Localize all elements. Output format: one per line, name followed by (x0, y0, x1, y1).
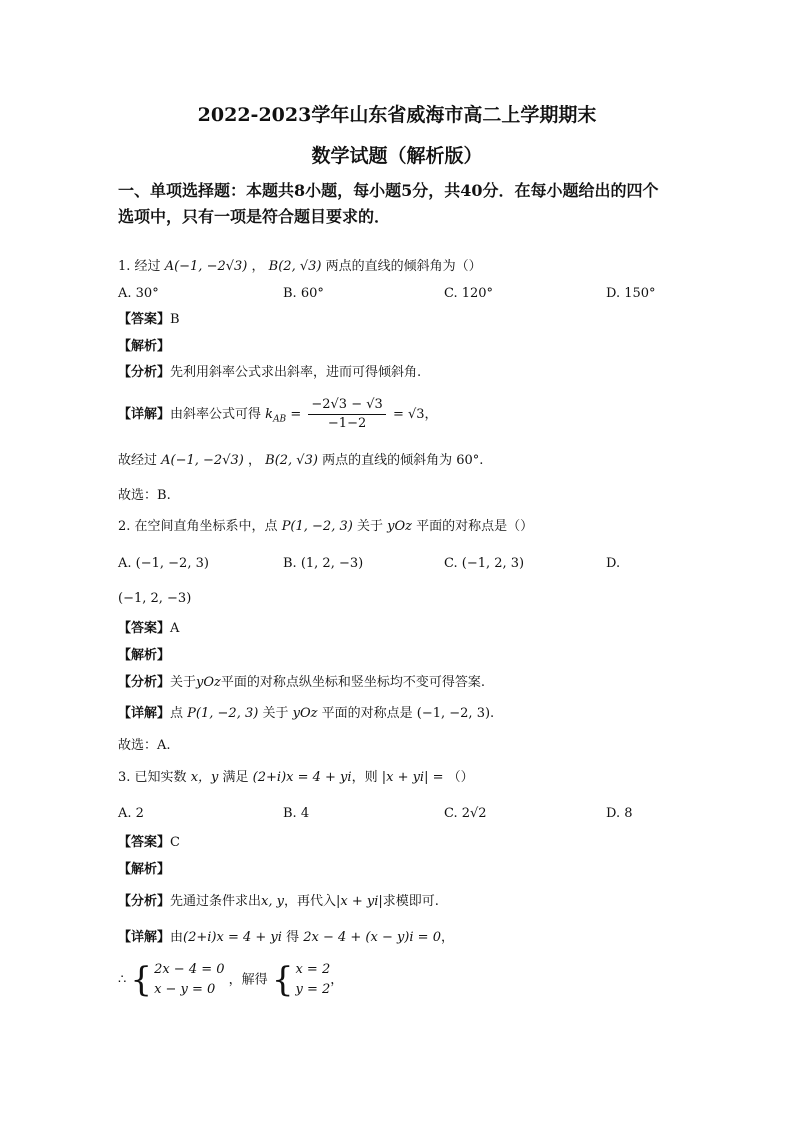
q3-vars: x，y (190, 770, 219, 785)
q1-conclusion-b: B(2, √3) (265, 453, 318, 468)
answer-label: 【答案】 (118, 621, 171, 636)
q2-option-a: A. (−1, −2, 3) (118, 556, 209, 571)
q1-answer-value: B (170, 312, 180, 327)
fenxi-label: 【分析】 (118, 894, 171, 909)
q3-equation: (2+i)x = 4 + yi (252, 770, 352, 785)
q3-fenxi-post: 求模即可. (382, 894, 439, 909)
q2-detail-point: P(1, −2, 3) (187, 706, 259, 721)
q1-k-sub: AB (273, 414, 287, 425)
q3-system-1 (154, 960, 224, 1000)
q2-detail-plane: yOz (292, 706, 318, 721)
q2-option-d-value: (−1, 2, −3) (118, 591, 192, 606)
q3-option-c: C. 2√2 (444, 806, 487, 821)
q2-fenxi-post: 平面的对称点纵坐标和竖坐标均不变可得答案. (220, 675, 486, 690)
q2-plane: yOz (387, 519, 412, 534)
q1-point-b: B(2, √3) (268, 259, 322, 274)
q2-option-d: D. (606, 556, 621, 571)
q3-option-d: D. 8 (606, 806, 633, 821)
q3-modulus: |x + yi| = (381, 770, 444, 785)
q2-detail (118, 705, 494, 723)
q3-sys1-b: x − y = 0 (154, 982, 216, 997)
fenxi-label: 【分析】 (118, 675, 171, 690)
q2-detail-post: 平面的对称点是 (321, 706, 413, 721)
q3-detail-pre: 由 (170, 930, 184, 945)
section-heading-line1: 一、单项选择题：本题共8小题，每小题5分，共40分．在每小题给出的四个 (118, 181, 659, 200)
q2-choose-value: A. (157, 738, 171, 753)
q1-answer (118, 311, 180, 329)
q1-stem (118, 258, 482, 276)
q1-option-c: C. 120° (444, 286, 494, 301)
choose-label: 故选： (118, 738, 158, 753)
q1-frac-den: −1−2 (327, 416, 367, 431)
q3-detail (118, 929, 454, 947)
q3-system (118, 960, 343, 1000)
q2-stem (118, 518, 533, 536)
q2-option-b: B. (1, 2, −3) (283, 556, 364, 571)
q2-answer (118, 620, 179, 638)
left-brace: { (271, 960, 294, 1000)
q1-conclusion-pre: 故经过 (118, 453, 158, 468)
q1-conclusion-post: 两点的直线的倾斜角为 60°. (322, 453, 484, 468)
answer-label: 【答案】 (118, 312, 171, 327)
analysis-label: 【解析】 (118, 648, 171, 663)
q1-stem-pre: 1. 经过 (118, 259, 161, 274)
q3-detail-eq2: 2x − 4 + (x − y)i = 0 (303, 930, 441, 945)
q2-detail-end: . (490, 706, 495, 721)
document-title: 2022-2023学年山东省威海市高二上学期期末 (197, 104, 597, 126)
q1-conclusion-a: A(−1, −2√3) (161, 453, 244, 468)
q3-sys2-b: y = 2 (295, 982, 331, 997)
fenxi-label: 【分析】 (118, 365, 171, 380)
q3-system-2 (295, 960, 330, 1000)
q1-choose (118, 487, 171, 505)
q2-stem-pre: 2. 在空间直角坐标系中，点 (118, 519, 278, 534)
xiangjie-label: 【详解】 (118, 930, 171, 945)
q1-detail-pre: 由斜率公式可得 (170, 407, 262, 422)
q2-choose (118, 737, 171, 755)
q1-stem-post: 两点的直线的倾斜角为（） (325, 259, 482, 274)
q1-sep: ， (251, 259, 265, 274)
choose-label: 故选： (118, 488, 158, 503)
q3-option-b: B. 4 (283, 806, 310, 821)
q2-detail-pre: 点 (170, 706, 184, 721)
q1-fenxi-text: 先利用斜率公式求出斜率，进而可得倾斜角. (170, 365, 422, 380)
q1-frac-num: −2√3 − √3 (308, 396, 385, 415)
therefore-symbol: ∴ (118, 972, 127, 988)
q2-fenxi-pre: 关于 (170, 675, 197, 690)
q3-answer (118, 834, 180, 852)
answer-label: 【答案】 (118, 835, 171, 850)
q2-stem-post: 平面的对称点是（） (416, 519, 534, 534)
q3-fenxi-pre: 先通过条件求出 (170, 894, 262, 909)
q2-fenxi-plane: yOz (196, 675, 221, 690)
q1-option-a: A. 30° (118, 286, 159, 301)
q1-point-a: A(−1, −2√3) (164, 259, 248, 274)
analysis-label: 【解析】 (118, 862, 171, 877)
q2-point-p: P(1, −2, 3) (281, 519, 353, 534)
section-heading-line2: 选项中，只有一项是符合题目要求的． (118, 207, 391, 226)
xiangjie-label: 【详解】 (118, 706, 171, 721)
q3-sys-end: ， (330, 972, 344, 988)
q3-analysis-label (118, 861, 170, 879)
q2-analysis-label (118, 647, 170, 665)
q3-sys2-a: x = 2 (295, 962, 331, 977)
q3-detail-mid: 得 (286, 930, 300, 945)
q1-option-b: B. 60° (283, 286, 324, 301)
q3-detail-end: ， (440, 930, 454, 945)
analysis-label: 【解析】 (118, 339, 171, 354)
q1-choose-value: B. (157, 488, 171, 503)
q3-stem (118, 769, 474, 787)
q1-fraction (308, 396, 385, 433)
q2-answer-value: A (170, 621, 180, 636)
q3-option-a: A. 2 (118, 806, 144, 821)
q1-conclusion (118, 452, 483, 470)
q2-stem-mid: 关于 (356, 519, 383, 534)
q3-stem-pre: 3. 已知实数 (118, 770, 187, 785)
q3-fenxi-vars: x, y (261, 894, 284, 909)
q3-answer-value: C (170, 835, 180, 850)
q1-detail: 【详解】由斜率公式可得 $k_{AB}$ = $\frac{-2√3 - √3}{-1-2}$ = √3， (118, 397, 438, 431)
q1-fenxi (118, 364, 421, 382)
q2-detail-mid: 关于 (262, 706, 289, 721)
q2-fenxi (118, 674, 485, 692)
q3-fenxi-mid: ，再代入 (283, 894, 336, 909)
q3-stem-mid2: ，则 (351, 770, 378, 785)
q1-k: k (265, 407, 274, 422)
q3-detail-eq: (2+i)x = 4 + yi (183, 930, 282, 945)
q3-stem-mid: 满足 (222, 770, 249, 785)
q1-option-d: D. 150° (606, 286, 656, 301)
q2-detail-value: (−1, −2, 3) (416, 706, 491, 721)
left-brace: { (130, 960, 153, 1000)
q1-conclusion-sep: ， (247, 453, 261, 468)
q2-option-c: C. (−1, 2, 3) (444, 556, 525, 571)
q3-solve-label: ，解得 (228, 972, 268, 988)
q3-sys1-a: 2x − 4 = 0 (154, 962, 225, 977)
document-subtitle: 数学试题（解析版） (311, 145, 483, 167)
q3-stem-post: （） (447, 770, 474, 785)
q1-analysis-label (118, 338, 170, 356)
xiangjie-label: 【详解】 (118, 407, 171, 422)
q1-detail-result: = √3， (392, 407, 438, 422)
q3-fenxi (118, 893, 439, 911)
q3-fenxi-mod: |x + yi| (336, 894, 383, 909)
